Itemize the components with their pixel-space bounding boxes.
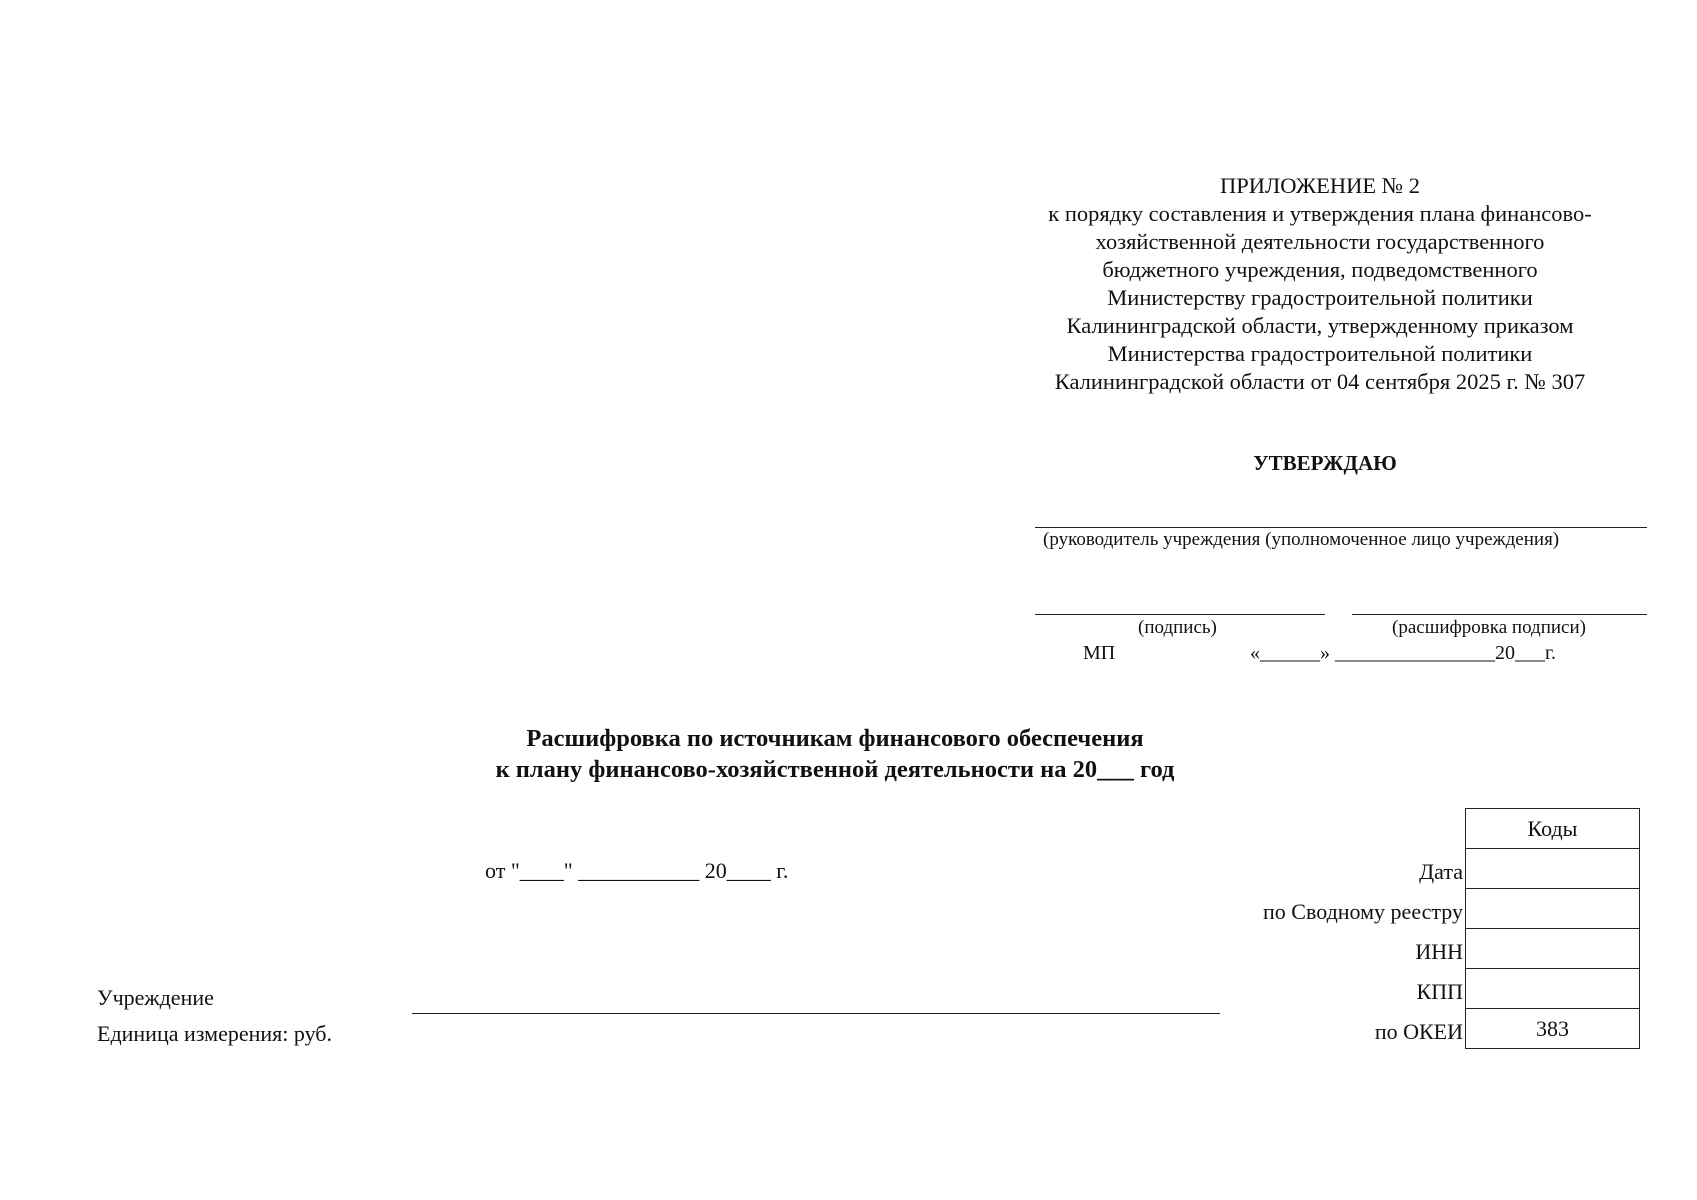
document-title (400, 723, 1270, 785)
code-cell-date[interactable] (1466, 849, 1640, 889)
decoding-caption: (расшифровка подписи) (1392, 617, 1586, 638)
appendix-line: Калининградской области, утвержденному приказом (1066, 313, 1574, 338)
approval-date-field[interactable]: «______» ________________20___г. (1250, 642, 1556, 664)
code-cell-kpp[interactable] (1466, 969, 1640, 1009)
seal-label: МП (1083, 642, 1116, 664)
document-date-field[interactable]: от "____" ___________ 20____ г. (485, 858, 789, 883)
code-cell-registry[interactable] (1466, 889, 1640, 929)
codes-table (1465, 808, 1640, 1049)
code-cell-okei[interactable]: 383 (1466, 1009, 1640, 1049)
head-name-line[interactable] (1035, 527, 1647, 528)
code-label-date: Дата (1419, 859, 1463, 884)
unit-label: Единица измерения: руб. (97, 1021, 332, 1046)
signature-decoding-line[interactable] (1352, 614, 1647, 615)
codes-header: Коды (1466, 809, 1640, 849)
appendix-line: хозяйственной деятельности государственного (1095, 229, 1545, 254)
code-label-okei: по ОКЕИ (1374, 1019, 1463, 1044)
code-label-inn: ИНН (1415, 939, 1463, 964)
appendix-line: к порядку составления и утверждения плана финансово- (1048, 201, 1592, 226)
appendix-line: бюджетного учреждения, подведомственного (1102, 257, 1538, 282)
code-cell-inn[interactable] (1466, 929, 1640, 969)
approval-heading: УТВЕРЖДАЮ (1253, 451, 1397, 475)
appendix-line: ПРИЛОЖЕНИЕ № 2 (1219, 173, 1421, 198)
appendix-header (1010, 172, 1630, 396)
head-caption: (руководитель учреждения (уполномоченное лицо учреждения) (1043, 529, 1560, 550)
institution-label: Учреждение (97, 985, 214, 1010)
institution-line[interactable] (412, 1013, 1220, 1014)
title-line-1: Расшифровка по источникам финансового обеспечения (526, 725, 1144, 752)
signature-caption: (подпись) (1138, 617, 1217, 638)
code-label-registry: по Сводному реестру (1263, 899, 1463, 924)
appendix-line: Министерства градостроительной политики (1107, 341, 1533, 366)
appendix-line: Министерству градостроительной политики (1107, 285, 1533, 310)
title-line-2: к плану финансово-хозяйственной деятельности на 20___ год (495, 756, 1175, 783)
code-label-kpp: КПП (1416, 979, 1463, 1004)
appendix-line: Калининградской области от 04 сентября 2025 г. № 307 (1054, 369, 1586, 394)
signature-line[interactable] (1035, 614, 1325, 615)
